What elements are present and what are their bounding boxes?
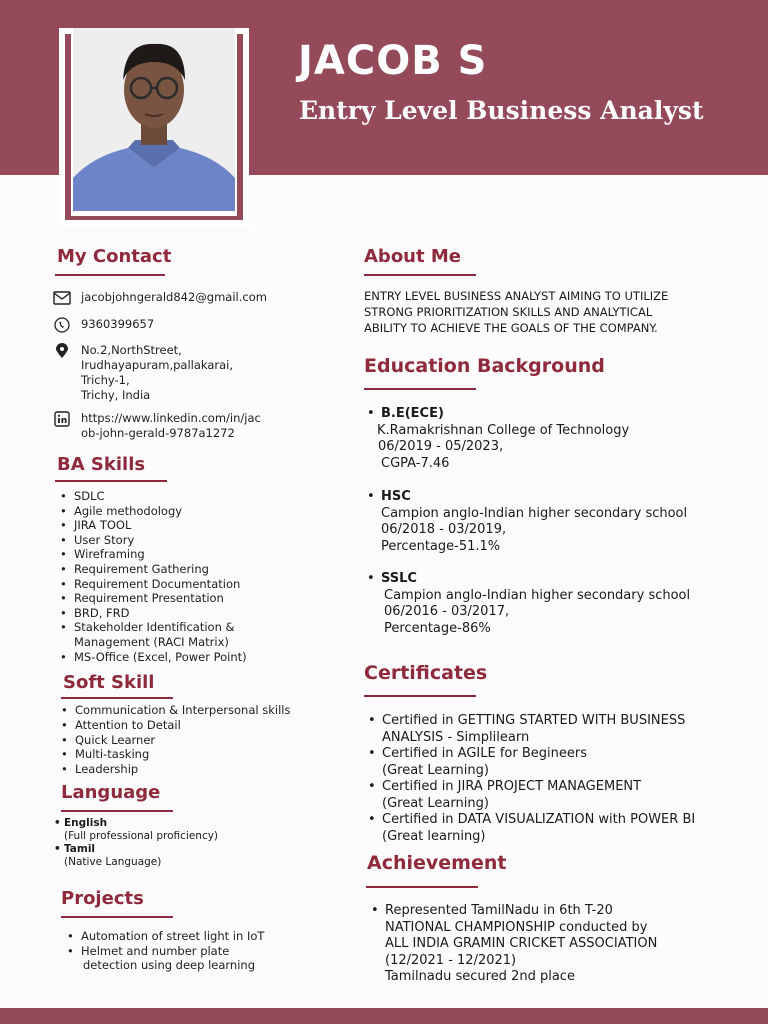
- phone-icon: [52, 317, 72, 333]
- candidate-name: JACOB S: [298, 38, 488, 84]
- ba-skill-item: • Requirement Gathering: [74, 562, 247, 577]
- language-underline: [61, 810, 173, 812]
- soft-skill-item: • Quick Learner: [75, 733, 290, 748]
- education-entry-hsc: • HSC Campion anglo-Indian higher secondary school 06/2018 - 03/2019, Percentage-51.1%: [367, 489, 688, 554]
- soft-skill-heading: Soft Skill: [63, 672, 155, 693]
- certificate-provider: (Great Learning): [382, 762, 489, 778]
- certificate-title: Certified in GETTING STARTED WITH BUSINESS: [382, 713, 686, 728]
- certificate-provider: ANALYSIS - Simplilearn: [382, 729, 530, 745]
- achievement-line: (12/2021 - 12/2021): [385, 952, 517, 968]
- ba-skill-item: • Wireframing: [74, 547, 247, 562]
- certificate-item: [382, 746, 695, 779]
- achievement-line: NATIONAL CHAMPIONSHIP conducted by: [385, 919, 648, 935]
- profile-photo: [73, 28, 235, 211]
- education-degree: SSLC: [381, 571, 417, 586]
- certificate-provider: (Great Learning): [382, 795, 489, 811]
- education-score: Percentage-86%: [384, 620, 491, 636]
- contact-underline: [55, 274, 165, 276]
- ba-skills-heading: BA Skills: [57, 454, 146, 475]
- ba-skill-item: • User Story: [74, 533, 247, 548]
- email-icon: [52, 290, 72, 306]
- education-score: CGPA-7.46: [381, 455, 450, 471]
- ba-skill-item: • Stakeholder Identification &: [74, 620, 247, 635]
- soft-skill-item: • Leadership: [75, 762, 290, 777]
- achievement-line: • Represented TamilNadu in 6th T-20: [385, 903, 613, 918]
- soft-skill-item: • Communication & Interpersonal skills: [75, 703, 290, 718]
- education-school: K.Ramakrishnan College of Technology: [377, 422, 630, 438]
- ba-skill-item: • Agile methodology: [74, 504, 247, 519]
- education-entry-sslc: • SSLC Campion anglo-Indian higher secondary school 06/2016 - 03/2017, Percentage-86%: [367, 571, 691, 636]
- contact-linkedin[interactable]: [52, 411, 261, 441]
- achievement-underline: [366, 886, 478, 888]
- language-note: (Full professional proficiency): [64, 830, 219, 842]
- about-heading: About Me: [364, 246, 461, 267]
- ba-skill-item: • SDLC: [74, 489, 247, 504]
- project-item-continued: [81, 958, 264, 973]
- footer-band: [0, 1008, 768, 1024]
- soft-skill-item: • Multi-tasking: [75, 747, 290, 762]
- certificate-title: Certified in DATA VISUALIZATION with POWER BI: [382, 812, 696, 827]
- certificate-item: [382, 713, 695, 746]
- projects-heading: Projects: [61, 888, 144, 909]
- projects-list: [59, 929, 264, 973]
- language-name: • English: [64, 817, 107, 829]
- education-score: Percentage-51.1%: [381, 538, 501, 554]
- achievement-heading: Achievement: [367, 852, 507, 874]
- education-underline: [364, 388, 476, 390]
- ba-skill-item: Management (RACI Matrix): [74, 634, 229, 649]
- soft-skill-underline: [61, 697, 173, 699]
- ba-skill-item: • MS-Office (Excel, Power Point): [74, 650, 247, 665]
- certificates-underline: [364, 695, 476, 697]
- achievement-list: [367, 903, 657, 986]
- language-name: • Tamil: [64, 843, 95, 855]
- project-item-text: detection using deep learning: [83, 958, 256, 973]
- ba-skill-item: • Requirement Documentation: [74, 577, 247, 592]
- language-list: [64, 817, 218, 869]
- certificates-list: [364, 713, 695, 845]
- education-school: Campion anglo-Indian higher secondary school: [384, 587, 691, 603]
- project-item: • Helmet and number plate: [81, 944, 264, 959]
- ba-skill-item: • BRD, FRD: [74, 606, 247, 621]
- soft-skill-list: [53, 703, 290, 777]
- achievement-line: Tamilnadu secured 2nd place: [385, 969, 575, 984]
- contact-email[interactable]: [52, 290, 267, 306]
- ba-skills-list: [52, 489, 247, 664]
- education-heading: Education Background: [364, 355, 605, 377]
- ba-skills-underline: [55, 480, 167, 482]
- soft-skill-item: • Attention to Detail: [75, 718, 290, 733]
- education-degree: HSC: [381, 489, 411, 504]
- about-text: ENTRY LEVEL BUSINESS ANALYST AIMING TO UTILIZE STRONG PRIORITIZATION SKILLS AND ANALYTICAL ABILITY TO ACHIEVE THE GOALS OF THE COMPANY.: [364, 289, 669, 335]
- location-pin-icon: [52, 343, 72, 359]
- education-period: 06/2018 - 03/2019,: [381, 522, 507, 537]
- about-underline: [364, 274, 476, 276]
- achievement-item: [385, 903, 657, 986]
- certificate-item: [382, 812, 695, 845]
- email-text[interactable]: jacobjohngerald842@gmail.com: [81, 290, 267, 304]
- language-note: (Native Language): [64, 856, 162, 868]
- language-heading: Language: [61, 782, 161, 803]
- linkedin-text[interactable]: https://www.linkedin.com/in/jac ob-john-gerald-9787a1272: [81, 411, 261, 440]
- education-entry-be: • B.E(ECE) K.Ramakrishnan College of Technology 06/2019 - 05/2023, CGPA-7.46: [367, 406, 630, 471]
- contact-heading: My Contact: [57, 246, 172, 267]
- certificates-heading: Certificates: [364, 662, 488, 684]
- education-period: 06/2016 - 03/2017,: [384, 604, 510, 619]
- education-school: Campion anglo-Indian higher secondary school: [381, 505, 688, 521]
- projects-underline: [61, 916, 173, 918]
- contact-phone[interactable]: [52, 317, 154, 333]
- certificate-provider: (Great learning): [382, 828, 486, 844]
- ba-skill-item: • JIRA TOOL: [74, 518, 247, 533]
- certificate-title: Certified in AGILE for Begineers: [382, 746, 587, 761]
- education-degree: B.E(ECE): [381, 406, 444, 421]
- achievement-line: ALL INDIA GRAMIN CRICKET ASSOCIATION: [385, 936, 658, 951]
- ba-skill-item: • Requirement Presentation: [74, 591, 247, 606]
- job-title: Entry Level Business Analyst: [299, 96, 704, 125]
- certificate-item: [382, 779, 695, 812]
- address-text: No.2,NorthStreet, Irudhayapuram,pallakarai, Trichy-1, Trichy, India: [81, 343, 234, 402]
- phone-text[interactable]: 9360399657: [81, 317, 155, 331]
- education-period: 06/2019 - 05/2023,: [378, 439, 504, 454]
- project-item: • Automation of street light in IoT: [81, 929, 264, 944]
- contact-address: [52, 343, 233, 403]
- linkedin-icon: [52, 411, 72, 427]
- certificate-title: Certified in JIRA PROJECT MANAGEMENT: [382, 779, 642, 794]
